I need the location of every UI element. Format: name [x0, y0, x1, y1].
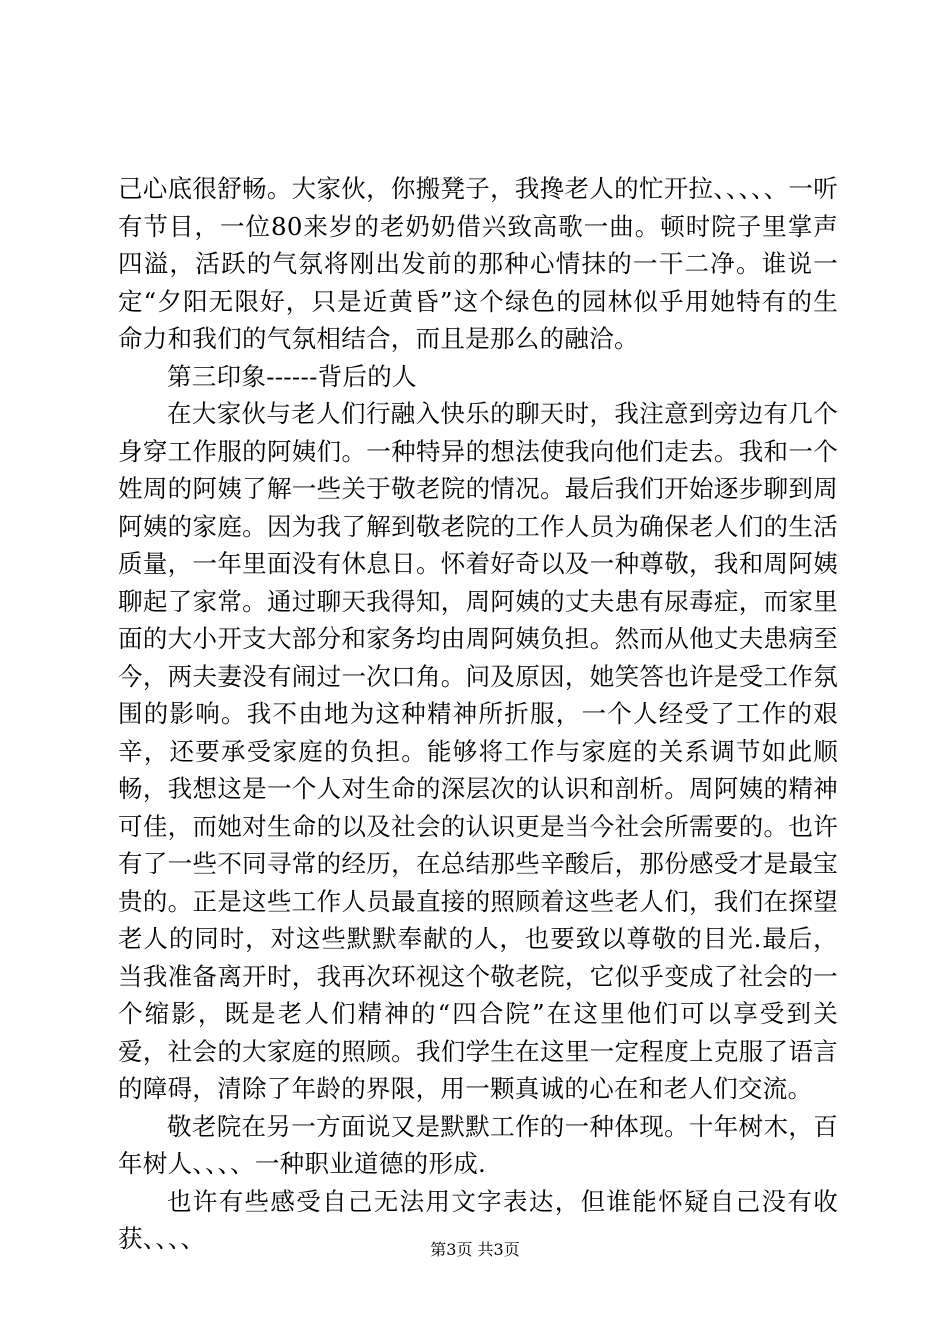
section-heading: 第三印象------背后的人 — [167, 361, 417, 391]
paragraph-closing: 也许有些感受自己无法用文字表达，但谁能怀疑自己没有收获、、、、 — [118, 1186, 838, 1253]
paragraph-nursing-home: 敬老院在另一方面说又是默默工作的一种体现。十年树木，百年树人、、、、一种职业道德的形成. — [118, 1111, 838, 1178]
paragraph-staff: 在大家伙与老人们行融入快乐的聊天时，我注意到旁边有几个身穿工作服的阿姨们。一种特异的想法使我向他们走去。我和一个姓周的阿姨了解一些关于敬老院的情况。最后我们开始逐步聊到周阿姨的家庭。因为我了解到敬老院的工作人员为确保老人们的生活质量，一年里面没有休息日。怀着好奇以及一种尊敬，我和周阿姨聊起了家常。通过聊天我得知，周阿姨的丈夫患有尿毒症，而家里面的大小开支大部分和家务均由周阿姨负担。然而从他丈夫患病至今，两夫妻没有闹过一次口角。问及原因，她笑答也许是受工作氛围的影响。我不由地为这种精神所折服，一个人经受了工作的艰辛，还要承受家庭的负担。能够将工作与家庭的关系调节如此顺畅，我想这是一个人对生命的深层次的认识和剖析。周阿姨的精神可佳，而她对生命的以及社会的认识更是当今社会所需要的。也许有了一些不同寻常的经历，在总结那些辛酸后，那份感受才是最宝贵的。正是这些工作人员最直接的照顾着这些老人们，我们在探望老人的同时，对这些默默奉献的人，也要致以尊敬的目光.最后，当我准备离开时，我再次环视这个敬老院，它似乎变成了社会的一个缩影，既是老人们精神的“四合院”在这里他们可以享受到关爱，社会的大家庭的照顾。我们学生在这里一定程度上克服了语言的障碍，清除了年龄的界限，用一颗真诚的心在和老人们交流。 — [118, 399, 838, 1103]
paragraph-continued: 己心底很舒畅。大家伙，你搬凳子，我搀老人的忙开拉、、、、、一听有节目，一位80来岁的老奶奶借兴致高歌一曲。顿时院子里掌声四溢，活跃的气氛将刚出发前的那种心情抹的一干二净。谁说一定“夕阳无限好，只是近黄昏”这个绿色的园林似乎用她特有的生命力和我们的气氛相结合，而且是那么的融洽。 — [118, 174, 838, 353]
page-footer: 第3页 共3页 — [430, 1240, 520, 1259]
document-body — [118, 170, 838, 1258]
